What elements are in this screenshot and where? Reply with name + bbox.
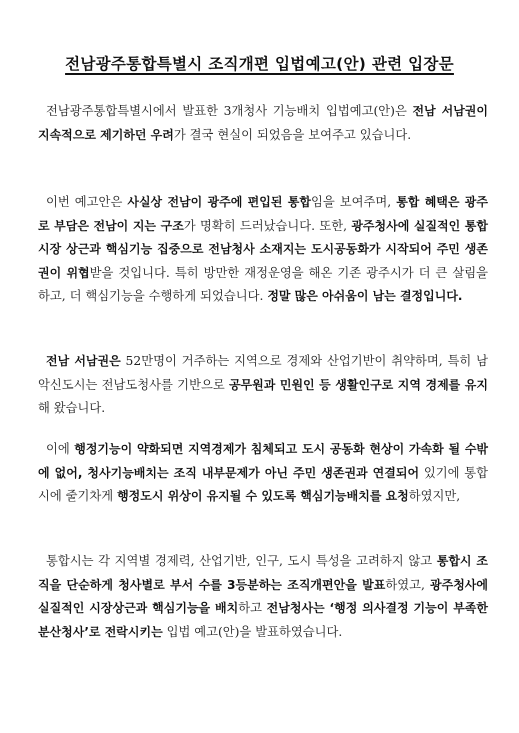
text-run: 있기에 통합시에 줄기차게	[38, 465, 488, 503]
bold-text-run: 공무원과 민원인 등 생활인구로 지역 경제를 유지	[228, 377, 488, 392]
bold-text-run: 통합 혜택은 광주로 부담은 전남이 지는 구조	[38, 195, 488, 233]
paragraph	[38, 350, 488, 421]
text-run: 해 왔습니다.	[38, 401, 106, 415]
bold-text-run: 정말 많은 아쉬움이 남는 결정입니다.	[267, 289, 463, 303]
paragraph	[38, 100, 488, 147]
text-run: 가 결국 현실이 되었음을 보여주고 있습니다.	[173, 127, 412, 142]
bold-text-run: 통합시 조직을 단순하게 청사별로 부서 수를 3등분하는 조직개편안을 발표	[38, 554, 489, 592]
text-run: 이번 예고안은	[46, 195, 128, 209]
bold-text-run: 행정기능이 약화되면 지역경제가 침체되고 도시 공동화 현상이 가속화 될 수밖에 없어, 청사기능배치는 조직 내부문제가 아닌 주민 생존권과 연결되어	[38, 442, 488, 480]
text-run: 하고	[238, 601, 267, 615]
bold-text-run: 광주청사에 실질적인 통합시장 상근과 핵심기능 집중으로 전남청사 소재지는 도시공동화가 시작되어 주민 생존권이 위협	[38, 218, 488, 280]
paragraph	[38, 438, 488, 509]
text-run: 받을 것입니다. 특히 방만한 재정운영을 해온 기존 광주시가 더 큰 살림을 하고, 더 핵심기능을 수행하게 되었습니다.	[38, 265, 489, 303]
text-run: 하였지만,	[408, 489, 461, 503]
bold-text-run: 전남 서남권은	[46, 354, 121, 368]
paragraph	[38, 191, 488, 309]
bold-text-run: 행정도시 위상이 유지될 수 있도록 핵심기능배치를 요청	[117, 489, 409, 503]
document-title	[0, 52, 519, 74]
bold-text-run: 전남 서남권이 지속적으로 제기하던 우려	[38, 104, 488, 142]
bold-text-run: 전남청사는 ‘행정 의사결정 기능이 부족한 분산청사’로 전락시키는	[38, 601, 488, 639]
text-run: 임을 보여주며,	[310, 195, 397, 209]
text-run: 입법 예고(안)을 발표하였습니다.	[162, 624, 343, 639]
text-run: 전남광주통합특별시에서 발표한 3개청사 기능배치 입법예고(안)은	[46, 104, 413, 118]
paragraph	[38, 550, 488, 644]
text-run: 하였고,	[385, 577, 431, 592]
text-run: 이에	[46, 442, 75, 456]
text-run: 가 명확히 드러났습니다. 또한,	[183, 218, 352, 233]
bold-text-run: 광주청사에 실질적인 시장상근과 핵심기능을 배치	[38, 577, 488, 615]
bold-text-run: 사실상 전남이 광주에 편입된 통합	[127, 195, 311, 209]
title-text: 전남광주통합특별시 조직개편 입법예고(안) 관련 입장문	[65, 55, 454, 73]
text-run: 통합시는 각 지역별 경제력, 산업기반, 인구, 도시 특성을 고려하지 않고	[46, 554, 437, 568]
text-run: 52만명이 거주하는 지역으로 경제와 산업기반이 취약하며, 특히 남악신도시는 전남도청사를 기반으로	[38, 354, 488, 392]
